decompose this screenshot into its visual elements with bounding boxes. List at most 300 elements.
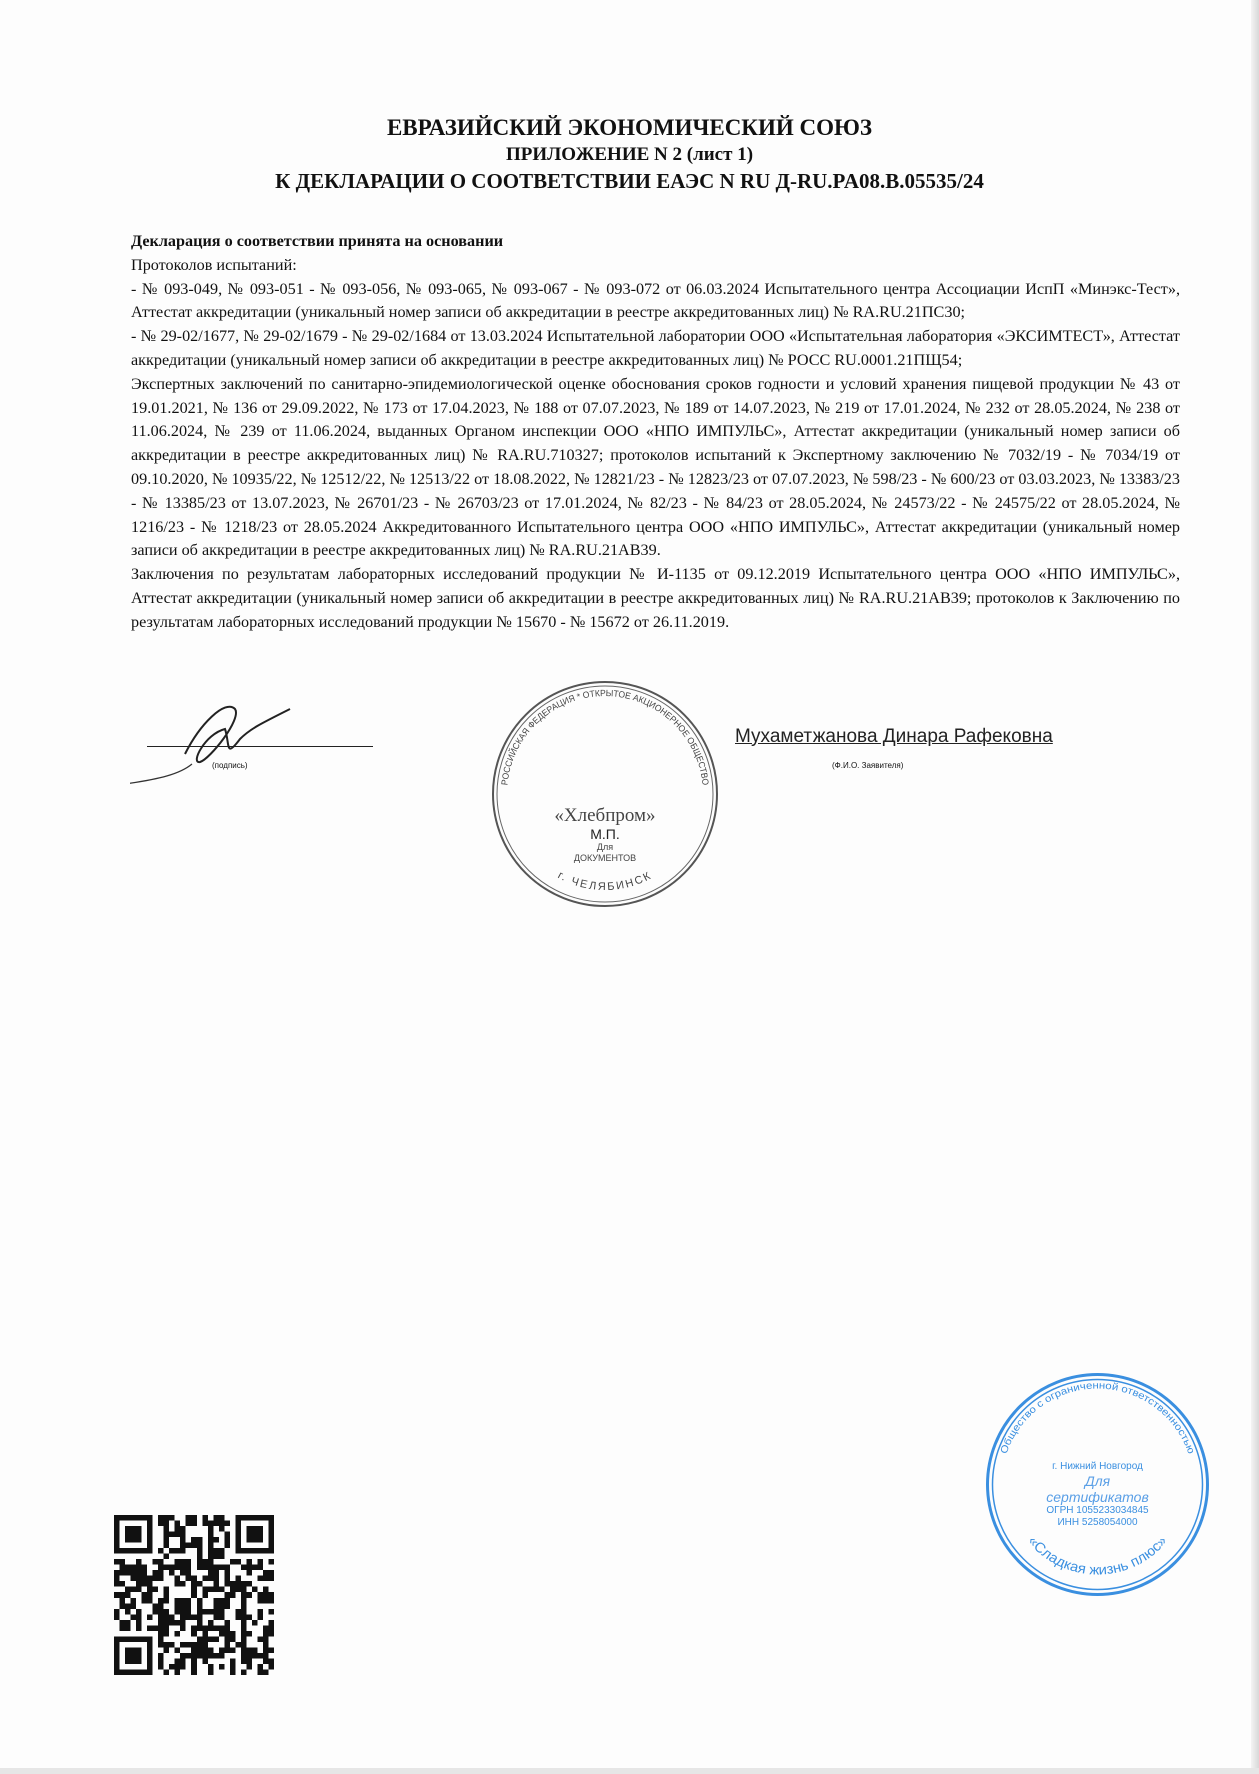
seal-purpose-2: ДОКУМЕНТОВ — [573, 852, 637, 863]
qr-module — [142, 1598, 148, 1604]
qr-module — [125, 1515, 131, 1521]
qr-module — [175, 1603, 181, 1609]
qr-module — [114, 1537, 120, 1543]
qr-module — [230, 1592, 236, 1598]
qr-module — [241, 1669, 247, 1675]
qr-module — [213, 1565, 219, 1571]
qr-module — [136, 1669, 142, 1675]
qr-module — [202, 1642, 208, 1648]
company-seal — [490, 679, 720, 909]
qr-module — [208, 1587, 214, 1593]
qr-module — [202, 1576, 208, 1582]
qr-module — [131, 1515, 137, 1521]
qr-module — [202, 1521, 208, 1527]
qr-module — [202, 1647, 208, 1653]
qr-module — [186, 1559, 192, 1565]
qr-module — [257, 1609, 263, 1615]
qr-module — [252, 1587, 258, 1593]
qr-module — [158, 1614, 164, 1620]
qr-module — [235, 1543, 241, 1549]
qr-module — [224, 1521, 230, 1527]
qr-module — [191, 1581, 197, 1587]
qr-module — [213, 1515, 219, 1521]
qr-module — [219, 1521, 225, 1527]
qr-module — [213, 1581, 219, 1587]
qr-module — [219, 1554, 225, 1560]
qr-module — [180, 1559, 186, 1565]
qr-module — [197, 1565, 203, 1571]
qr-module — [213, 1570, 219, 1576]
qr-module — [191, 1647, 197, 1653]
seal-outer-text: РОССИЙСКАЯ ФЕДЕРАЦИЯ * ОТКРЫТОЕ АКЦИОНЕРНОЕ ОБЩЕСТВО — [499, 687, 711, 786]
qr-module — [241, 1587, 247, 1593]
qr-module — [257, 1598, 263, 1604]
qr-module — [202, 1587, 208, 1593]
qr-module — [257, 1532, 263, 1538]
qr-module — [120, 1559, 126, 1565]
qr-module — [197, 1554, 203, 1560]
qr-module — [114, 1543, 120, 1549]
qr-module — [164, 1609, 170, 1615]
qr-module — [120, 1636, 126, 1642]
qr-module — [246, 1559, 252, 1565]
page-edge-shadow — [1251, 0, 1259, 1774]
qr-module — [180, 1570, 186, 1576]
qr-module — [224, 1576, 230, 1582]
qr-module — [131, 1537, 137, 1543]
qr-module — [180, 1653, 186, 1659]
qr-module — [235, 1642, 241, 1648]
qr-module — [191, 1631, 197, 1637]
qr-module — [114, 1664, 120, 1670]
qr-module — [257, 1565, 263, 1571]
applicant-name-caption: (Ф.И.О. Заявителя) — [832, 760, 904, 770]
paragraph: - № 29-02/1677, № 29-02/1679 - № 29-02/1684 от 13.03.2024 Испытательной лаборатории ООО «Испытательная лаборатория «ЭКСИМТЕСТ», Аттестат аккредитации (уникальный номер записи об аккредитации в реестре аккредитованных лиц) № РОСС RU.0001.21ПЩ54; — [131, 327, 1180, 369]
qr-module — [147, 1664, 153, 1670]
qr-module — [164, 1537, 170, 1543]
qr-module — [125, 1565, 131, 1571]
qr-module — [131, 1576, 137, 1582]
qr-module — [164, 1625, 170, 1631]
svg-text:«Сладкая жизнь плюс» — [1025, 1532, 1170, 1577]
qr-module — [131, 1614, 137, 1620]
qr-module — [224, 1620, 230, 1626]
qr-module — [175, 1609, 181, 1615]
qr-module — [230, 1631, 236, 1637]
qr-module — [224, 1543, 230, 1549]
qr-module — [164, 1554, 170, 1560]
qr-module — [131, 1532, 137, 1538]
qr-module — [224, 1647, 230, 1653]
qr-module — [147, 1642, 153, 1648]
qr-module — [125, 1636, 131, 1642]
qr-module — [136, 1559, 142, 1565]
qr-module — [235, 1609, 241, 1615]
qr-module — [191, 1521, 197, 1527]
qr-module — [202, 1653, 208, 1659]
qr-module — [197, 1598, 203, 1604]
qr-module — [208, 1653, 214, 1659]
qr-module — [208, 1559, 214, 1565]
qr-module — [235, 1587, 241, 1593]
paragraph: - № 093-049, № 093-051 - № 093-056, № 093-065, № 093-067 - № 093-072 от 06.03.2024 Испытательного центра Ассоциации ИспП «Минэкс-Тест», Аттестат аккредитации (уникальный номер записи об аккредитации в реестре аккредитованных лиц) № RA.RU.21ПС30; — [131, 279, 1180, 322]
qr-module — [252, 1565, 258, 1571]
qr-module — [153, 1609, 159, 1615]
qr-module — [246, 1565, 252, 1571]
qr-module — [125, 1537, 131, 1543]
qr-module — [230, 1559, 236, 1565]
qr-module — [197, 1548, 203, 1554]
qr-module — [246, 1548, 252, 1554]
qr-module — [241, 1625, 247, 1631]
qr-module — [235, 1581, 241, 1587]
qr-module — [202, 1636, 208, 1642]
qr-module — [158, 1653, 164, 1659]
qr-module — [120, 1620, 126, 1626]
qr-module — [213, 1587, 219, 1593]
qr-module — [136, 1609, 142, 1615]
qr-module — [180, 1603, 186, 1609]
qr-module — [213, 1636, 219, 1642]
qr-module — [136, 1658, 142, 1664]
qr-module — [175, 1559, 181, 1565]
qr-module — [180, 1625, 186, 1631]
qr-module — [235, 1576, 241, 1582]
qr-module — [175, 1669, 181, 1675]
qr-module — [169, 1570, 175, 1576]
qr-module — [164, 1592, 170, 1598]
qr-module — [197, 1559, 203, 1565]
stamp-center-1: Для — [1084, 1473, 1111, 1489]
qr-module — [235, 1515, 241, 1521]
qr-module — [235, 1537, 241, 1543]
qr-module — [147, 1658, 153, 1664]
qr-module — [268, 1537, 274, 1543]
qr-module — [208, 1537, 214, 1543]
qr-module — [142, 1581, 148, 1587]
qr-module — [263, 1587, 269, 1593]
qr-module — [142, 1570, 148, 1576]
qr-module — [131, 1548, 137, 1554]
qr-module — [208, 1554, 214, 1560]
qr-module — [235, 1532, 241, 1538]
paragraph: Протоколов испытаний: — [131, 255, 297, 274]
qr-module — [186, 1642, 192, 1648]
qr-module — [241, 1658, 247, 1664]
qr-module — [219, 1565, 225, 1571]
qr-module — [131, 1526, 137, 1532]
signature-line — [147, 746, 373, 747]
qr-module — [120, 1515, 126, 1521]
qr-module — [125, 1658, 131, 1664]
qr-module — [147, 1647, 153, 1653]
qr-module — [180, 1526, 186, 1532]
qr-module — [186, 1543, 192, 1549]
qr-module — [191, 1664, 197, 1670]
qr-module — [120, 1548, 126, 1554]
qr-module — [180, 1620, 186, 1626]
qr-module — [252, 1620, 258, 1626]
qr-module — [213, 1653, 219, 1659]
qr-module — [114, 1515, 120, 1521]
qr-module — [252, 1515, 258, 1521]
qr-module — [147, 1587, 153, 1593]
qr-module — [268, 1576, 274, 1582]
qr-module — [142, 1592, 148, 1598]
qr-module — [257, 1548, 263, 1554]
qr-module — [186, 1603, 192, 1609]
qr-module — [153, 1570, 159, 1576]
qr-module — [120, 1625, 126, 1631]
qr-module — [191, 1576, 197, 1582]
qr-module — [136, 1581, 142, 1587]
qr-module — [191, 1658, 197, 1664]
qr-module — [213, 1614, 219, 1620]
qr-module — [202, 1658, 208, 1664]
qr-module — [158, 1559, 164, 1565]
qr-module — [219, 1653, 225, 1659]
qr-module — [158, 1625, 164, 1631]
qr-module — [125, 1548, 131, 1554]
qr-module — [235, 1559, 241, 1565]
qr-module — [186, 1598, 192, 1604]
qr-module — [246, 1515, 252, 1521]
qr-module — [246, 1631, 252, 1637]
qr-module — [120, 1565, 126, 1571]
qr-module — [219, 1631, 225, 1637]
qr-module — [131, 1669, 137, 1675]
qr-module — [169, 1532, 175, 1538]
qr-module — [191, 1515, 197, 1521]
qr-module — [213, 1521, 219, 1527]
qr-module — [147, 1576, 153, 1582]
qr-module — [125, 1570, 131, 1576]
qr-module — [114, 1526, 120, 1532]
qr-module — [125, 1669, 131, 1675]
qr-module — [257, 1592, 263, 1598]
appendix-title: ПРИЛОЖЕНИЕ N 2 (лист 1) — [505, 144, 754, 165]
qr-module — [147, 1521, 153, 1527]
qr-module — [197, 1537, 203, 1543]
qr-module — [175, 1526, 181, 1532]
qr-module — [164, 1521, 170, 1527]
qr-module — [191, 1587, 197, 1593]
seal-city-text: г. ЧЕЛЯБИНСК — [555, 868, 655, 893]
qr-module — [241, 1609, 247, 1615]
qr-module — [224, 1565, 230, 1571]
qr-module — [136, 1570, 142, 1576]
qr-module — [147, 1653, 153, 1659]
qr-module — [241, 1603, 247, 1609]
qr-module — [169, 1664, 175, 1670]
qr-module — [208, 1543, 214, 1549]
qr-module — [197, 1543, 203, 1549]
qr-module — [147, 1548, 153, 1554]
qr-module — [142, 1515, 148, 1521]
stamp-center-2: сертификатов — [1046, 1489, 1149, 1505]
qr-module — [186, 1570, 192, 1576]
qr-module — [180, 1614, 186, 1620]
qr-module — [224, 1625, 230, 1631]
qr-module — [120, 1669, 126, 1675]
qr-module — [114, 1570, 120, 1576]
qr-module — [268, 1548, 274, 1554]
document-body — [131, 230, 1180, 635]
qr-module — [268, 1532, 274, 1538]
seal-purpose: Для — [596, 841, 614, 852]
qr-module — [241, 1620, 247, 1626]
qr-module — [235, 1521, 241, 1527]
qr-module — [197, 1642, 203, 1648]
qr-module — [131, 1570, 137, 1576]
qr-module — [125, 1603, 131, 1609]
qr-module — [180, 1548, 186, 1554]
qr-module — [158, 1515, 164, 1521]
qr-module — [175, 1565, 181, 1571]
qr-module — [136, 1625, 142, 1631]
qr-module — [246, 1570, 252, 1576]
qr-module — [208, 1609, 214, 1615]
qr-module — [224, 1592, 230, 1598]
qr-module — [219, 1548, 225, 1554]
qr-module — [136, 1647, 142, 1653]
qr-module — [131, 1636, 137, 1642]
qr-module — [125, 1625, 131, 1631]
qr-module — [263, 1592, 269, 1598]
blue-company-stamp — [985, 1372, 1210, 1597]
qr-module — [268, 1543, 274, 1549]
qr-module — [219, 1614, 225, 1620]
qr-module — [235, 1526, 241, 1532]
qr-module — [147, 1537, 153, 1543]
qr-module — [186, 1653, 192, 1659]
qr-module — [175, 1598, 181, 1604]
qr-module — [268, 1592, 274, 1598]
qr-module — [263, 1631, 269, 1637]
qr-module — [142, 1548, 148, 1554]
qr-module — [224, 1598, 230, 1604]
qr-module — [180, 1642, 186, 1648]
qr-module — [186, 1609, 192, 1615]
qr-module — [131, 1647, 137, 1653]
document-header — [0, 114, 1259, 195]
qr-module — [125, 1647, 131, 1653]
qr-module — [268, 1515, 274, 1521]
qr-module — [268, 1521, 274, 1527]
qr-module — [180, 1532, 186, 1538]
qr-module — [169, 1565, 175, 1571]
qr-module — [136, 1565, 142, 1571]
qr-module — [191, 1592, 197, 1598]
qr-module — [202, 1625, 208, 1631]
qr-module — [131, 1603, 137, 1609]
qr-module — [252, 1548, 258, 1554]
qr-module — [197, 1636, 203, 1642]
qr-module — [213, 1548, 219, 1554]
qr-module — [180, 1658, 186, 1664]
qr-module — [120, 1598, 126, 1604]
qr-module — [153, 1625, 159, 1631]
qr-module — [158, 1603, 164, 1609]
qr-module — [114, 1532, 120, 1538]
qr-module — [142, 1576, 148, 1582]
qr-module — [257, 1576, 263, 1582]
qr-module — [197, 1614, 203, 1620]
qr-module — [263, 1647, 269, 1653]
qr-module — [213, 1625, 219, 1631]
svg-text:г. ЧЕЛЯБИНСК — [556, 869, 654, 893]
qr-module — [208, 1565, 214, 1571]
qr-module — [241, 1548, 247, 1554]
qr-module — [142, 1636, 148, 1642]
qr-module — [180, 1609, 186, 1615]
qr-module — [125, 1620, 131, 1626]
qr-module — [213, 1603, 219, 1609]
qr-module — [252, 1653, 258, 1659]
qr-module — [136, 1548, 142, 1554]
paragraph: Экспертных заключений по санитарно-эпидемиологической оценке обоснования сроков годности и условий хранения пищевой продукции № 43 от 19.01.2021, № 136 от 29.09.2022, № 173 от 17.04.2023, № 188 от 07.07.2023, № 189 от 14.07.2023, № 219 от 17.01.2024, № 232 от 28.05.2024, № 238 от 11.06.2024, № 239 от 11.06.2024, выданных Органом инспекции ООО «НПО ИМПУЛЬС», Аттестат аккредитации (уникальный номер записи об аккредитации в реестре аккредитованных лиц) № RA.RU.710327; протоколов испытаний к Экспертному заключению № 7032/19 - № 7034/19 от 09.10.2020, № 10935/22, № 12512/22, № 12513/22 от 18.08.2022, № 12821/23 - № 12823/23 от 07.07.2023, № 598/23 - № 600/23 от 03.03.2023, № 13383/23 - № 13385/23 от 13.07.2023, № 26701/23 - № 26703/23 от 17.01.2024, № 82/23 - № 84/23 от 28.05.2024, № 24573/22 - № 24575/22 от 28.05.2024, № 1216/23 - № 1218/23 от 28.05.2024 Аккредитованного Испытательного центра ООО «НПО ИМПУЛЬС», Аттестат аккредитации (уникальный номер записи об аккредитации в реестре аккредитованных лиц) № RA.RU.21AB39. — [131, 374, 1180, 560]
qr-module — [224, 1603, 230, 1609]
qr-module — [219, 1587, 225, 1593]
qr-module — [175, 1532, 181, 1538]
qr-module — [208, 1620, 214, 1626]
qr-module — [235, 1614, 241, 1620]
qr-module — [114, 1642, 120, 1648]
qr-module — [175, 1647, 181, 1653]
qr-module — [224, 1642, 230, 1648]
mp-label: М.П. — [590, 825, 620, 842]
qr-module — [208, 1521, 214, 1527]
signature-area — [131, 679, 1180, 919]
qr-module — [136, 1653, 142, 1659]
qr-module — [263, 1653, 269, 1659]
page-bottom-edge — [0, 1768, 1259, 1774]
qr-module — [131, 1587, 137, 1593]
qr-module — [125, 1587, 131, 1593]
qr-module — [224, 1570, 230, 1576]
qr-module — [268, 1609, 274, 1615]
qr-module — [114, 1636, 120, 1642]
qr-module — [263, 1548, 269, 1554]
qr-module — [246, 1537, 252, 1543]
svg-text:Общество с ограниченной ответс — [999, 1380, 1197, 1456]
qr-module — [224, 1537, 230, 1543]
qr-module — [114, 1609, 120, 1615]
qr-module — [186, 1576, 192, 1582]
qr-module — [164, 1642, 170, 1648]
qr-module — [208, 1669, 214, 1675]
qr-module — [224, 1631, 230, 1637]
qr-module — [213, 1576, 219, 1582]
qr-module — [197, 1647, 203, 1653]
qr-module — [252, 1537, 258, 1543]
qr-module — [164, 1526, 170, 1532]
qr-module — [175, 1581, 181, 1587]
qr-module — [257, 1664, 263, 1670]
paragraph: Заключения по результатам лабораторных исследований продукции № И-1135 от 09.12.2019 Испытательного центра ООО «НПО ИМПУЛЬС», Аттестат аккредитации (уникальный номер записи об аккредитации в реестре аккредитованных лиц) № RA.RU.21AB39; протоколов к Заключению по результатам лабораторных исследований продукции № 15670 - № 15672 от 26.11.2019. — [131, 565, 1180, 631]
qr-module — [213, 1598, 219, 1604]
qr-module — [164, 1669, 170, 1675]
qr-module — [158, 1642, 164, 1648]
qr-module — [186, 1521, 192, 1527]
qr-module — [268, 1664, 274, 1670]
qr-module — [169, 1620, 175, 1626]
qr-module — [241, 1592, 247, 1598]
qr-module — [175, 1631, 181, 1637]
qr-module — [136, 1614, 142, 1620]
qr-module — [147, 1636, 153, 1642]
qr-module — [263, 1515, 269, 1521]
